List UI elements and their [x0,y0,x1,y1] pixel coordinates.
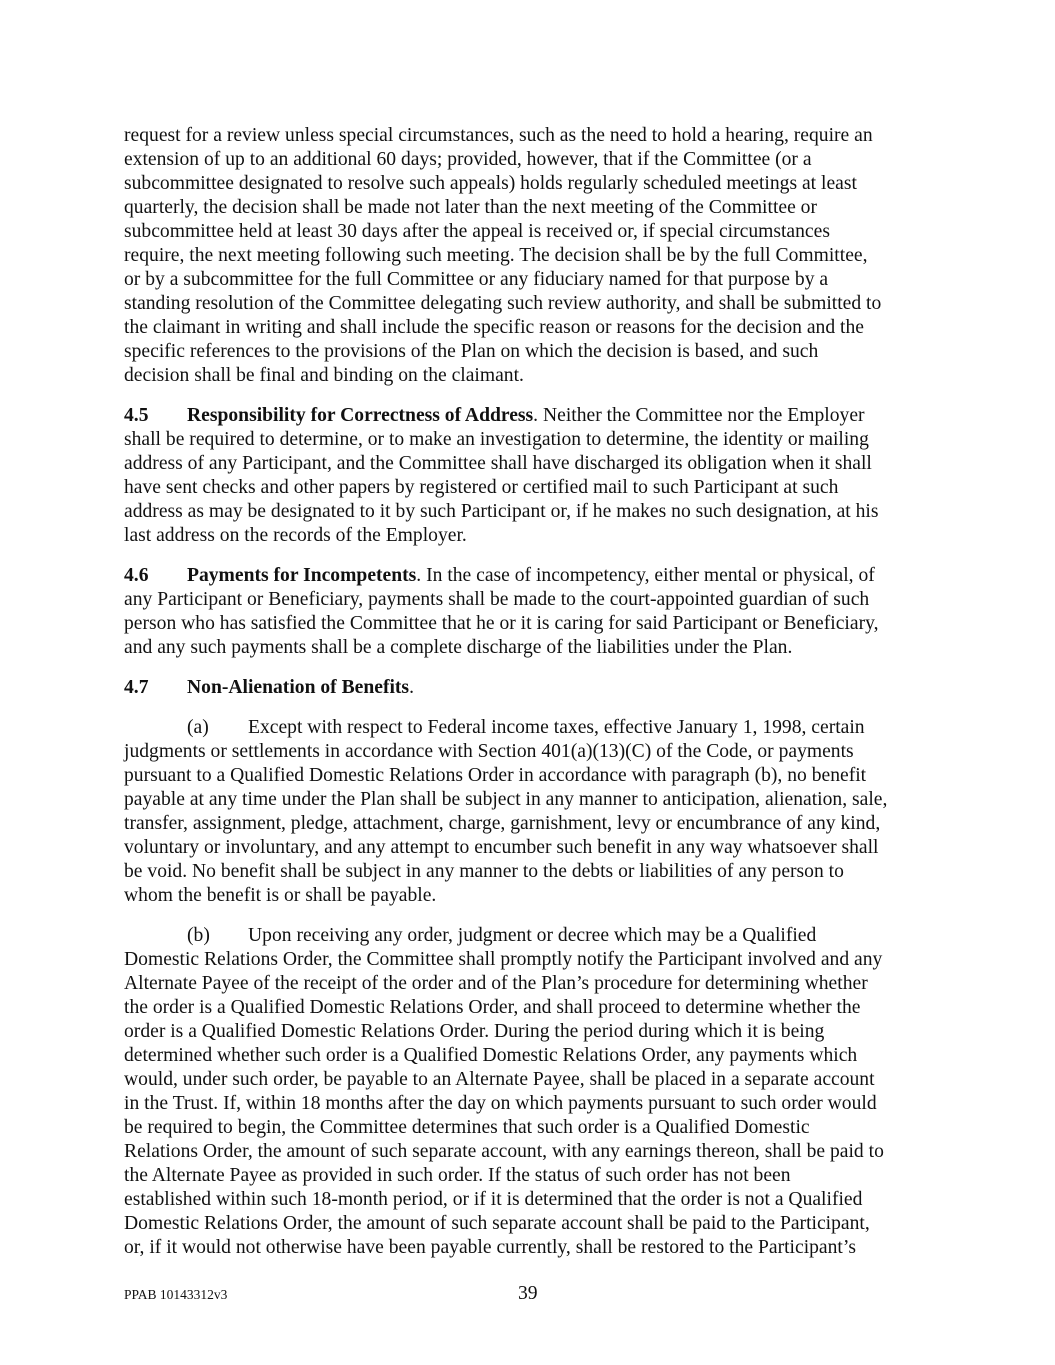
section-title: Non-Alienation of Benefits [187,677,410,698]
text-line: established within such 18-month period, or if it is determined that the order is not a Qualified [124,1189,863,1210]
subsection-first-line-text: Upon receiving any order, judgment or decree which may be a Qualified [248,925,817,946]
subsection-b [124,924,939,1260]
text-line: specific references to the provisions of the Plan on which the decision is based, and such [124,341,819,362]
text-line: subcommittee designated to resolve such appeals) holds regularly scheduled meetings at least [124,173,857,194]
text-line: the claimant in writing and shall include the specific reason or reasons for the decision and the [124,317,864,338]
text-line: or, if it would not otherwise have been payable currently, shall be restored to the Participant’s [124,1237,856,1258]
section-number: 4.7 [124,677,149,698]
text-line: require, the next meeting following such meeting. The decision shall be by the full Committee, [124,245,868,266]
subsection-first-line [124,924,939,948]
text-line: payable at any time under the Plan shall be subject in any manner to anticipation, alienation, sale, [124,789,888,810]
continuation-paragraph [124,124,939,388]
document-page [124,124,939,1276]
subsection-label: (b) [187,925,210,946]
section-heading-line [124,676,939,700]
section-first-line-text: . [409,677,414,698]
text-line: pursuant to a Qualified Domestic Relations Order in accordance with paragraph (b), no benefit [124,765,867,786]
section-number: 4.6 [124,565,149,586]
section-heading-line [124,404,939,428]
text-line: subcommittee held at least 30 days after the appeal is received or, if special circumstances [124,221,830,242]
subsection-first-line [124,716,939,740]
text-line: last address on the records of the Employer. [124,525,467,546]
subsection-first-line-text: Except with respect to Federal income taxes, effective January 1, 1998, certain [248,717,865,738]
text-line: Relations Order, the amount of such separate account, with any earnings thereon, shall be paid to [124,1141,884,1162]
text-line: voluntary or involuntary, and any attempt to encumber such benefit in any way whatsoever shall [124,837,879,858]
section-first-line-text: . In the case of incompetency, either mental or physical, of [416,565,875,586]
section-first-line-text: . Neither the Committee nor the Employer [533,405,865,426]
section-4-7 [124,676,939,700]
text-line: shall be required to determine, or to make an investigation to determine, the identity or mailing [124,429,869,450]
text-line: be void. No benefit shall be subject in any manner to the debts or liabilities of any person to [124,861,844,882]
text-line: and any such payments shall be a complete discharge of the liabilities under the Plan. [124,637,793,658]
document-id: PPAB 10143312v3 [124,1287,228,1302]
section-number: 4.5 [124,405,149,426]
text-line: in the Trust. If, within 18 months after the day on which payments pursuant to such order would [124,1093,877,1114]
text-line: would, under such order, be payable to an Alternate Payee, shall be placed in a separate account [124,1069,875,1090]
page-footer [124,1283,939,1303]
page-number: 39 [518,1283,538,1304]
text-line: decision shall be final and binding on the claimant. [124,365,524,386]
section-4-6 [124,564,939,660]
text-line: standing resolution of the Committee delegating such review authority, and shall be submitted to [124,293,882,314]
text-line: address as may be designated to it by such Participant or, if he makes no such designation, at his [124,501,879,522]
text-line: order is a Qualified Domestic Relations Order. During the period during which it is being [124,1021,825,1042]
text-line: transfer, assignment, pledge, attachment, charge, garnishment, levy or encumbrance of any kind, [124,813,881,834]
subsection-a [124,716,939,908]
text-line: be required to begin, the Committee determines that such order is a Qualified Domestic [124,1117,810,1138]
text-line: Domestic Relations Order, the amount of such separate account shall be paid to the Participant, [124,1213,870,1234]
text-line: request for a review unless special circumstances, such as the need to hold a hearing, require an [124,125,873,146]
text-line: Domestic Relations Order, the Committee shall promptly notify the Participant involved and any [124,949,883,970]
section-4-5 [124,404,939,548]
section-heading-line [124,564,939,588]
text-line: have sent checks and other papers by registered or certified mail to such Participant at such [124,477,839,498]
text-line: judgments or settlements in accordance with Section 401(a)(13)(C) of the Code, or payments [124,741,854,762]
text-line: the order is a Qualified Domestic Relations Order, and shall proceed to determine whether the [124,997,861,1018]
subsection-label: (a) [187,717,209,738]
text-line: quarterly, the decision shall be made not later than the next meeting of the Committee or [124,197,818,218]
text-line: the Alternate Payee as provided in such order. If the status of such order has not been [124,1165,791,1186]
text-line: extension of up to an additional 60 days; provided, however, that if the Committee (or a [124,149,812,170]
section-title: Payments for Incompetents [187,565,417,586]
text-line: person who has satisfied the Committee that he or it is caring for said Participant or Beneficiary, [124,613,879,634]
text-line: address of any Participant, and the Committee shall have discharged its obligation when it shall [124,453,872,474]
text-line: Alternate Payee of the receipt of the order and of the Plan’s procedure for determining whether [124,973,868,994]
text-line: determined whether such order is a Qualified Domestic Relations Order, any payments which [124,1045,858,1066]
section-title: Responsibility for Correctness of Address [187,405,534,426]
text-line: or by a subcommittee for the full Committee or any fiduciary named for that purpose by a [124,269,829,290]
text-line: any Participant or Beneficiary, payments shall be made to the court-appointed guardian of such [124,589,870,610]
text-line: whom the benefit is or shall be payable. [124,885,437,906]
